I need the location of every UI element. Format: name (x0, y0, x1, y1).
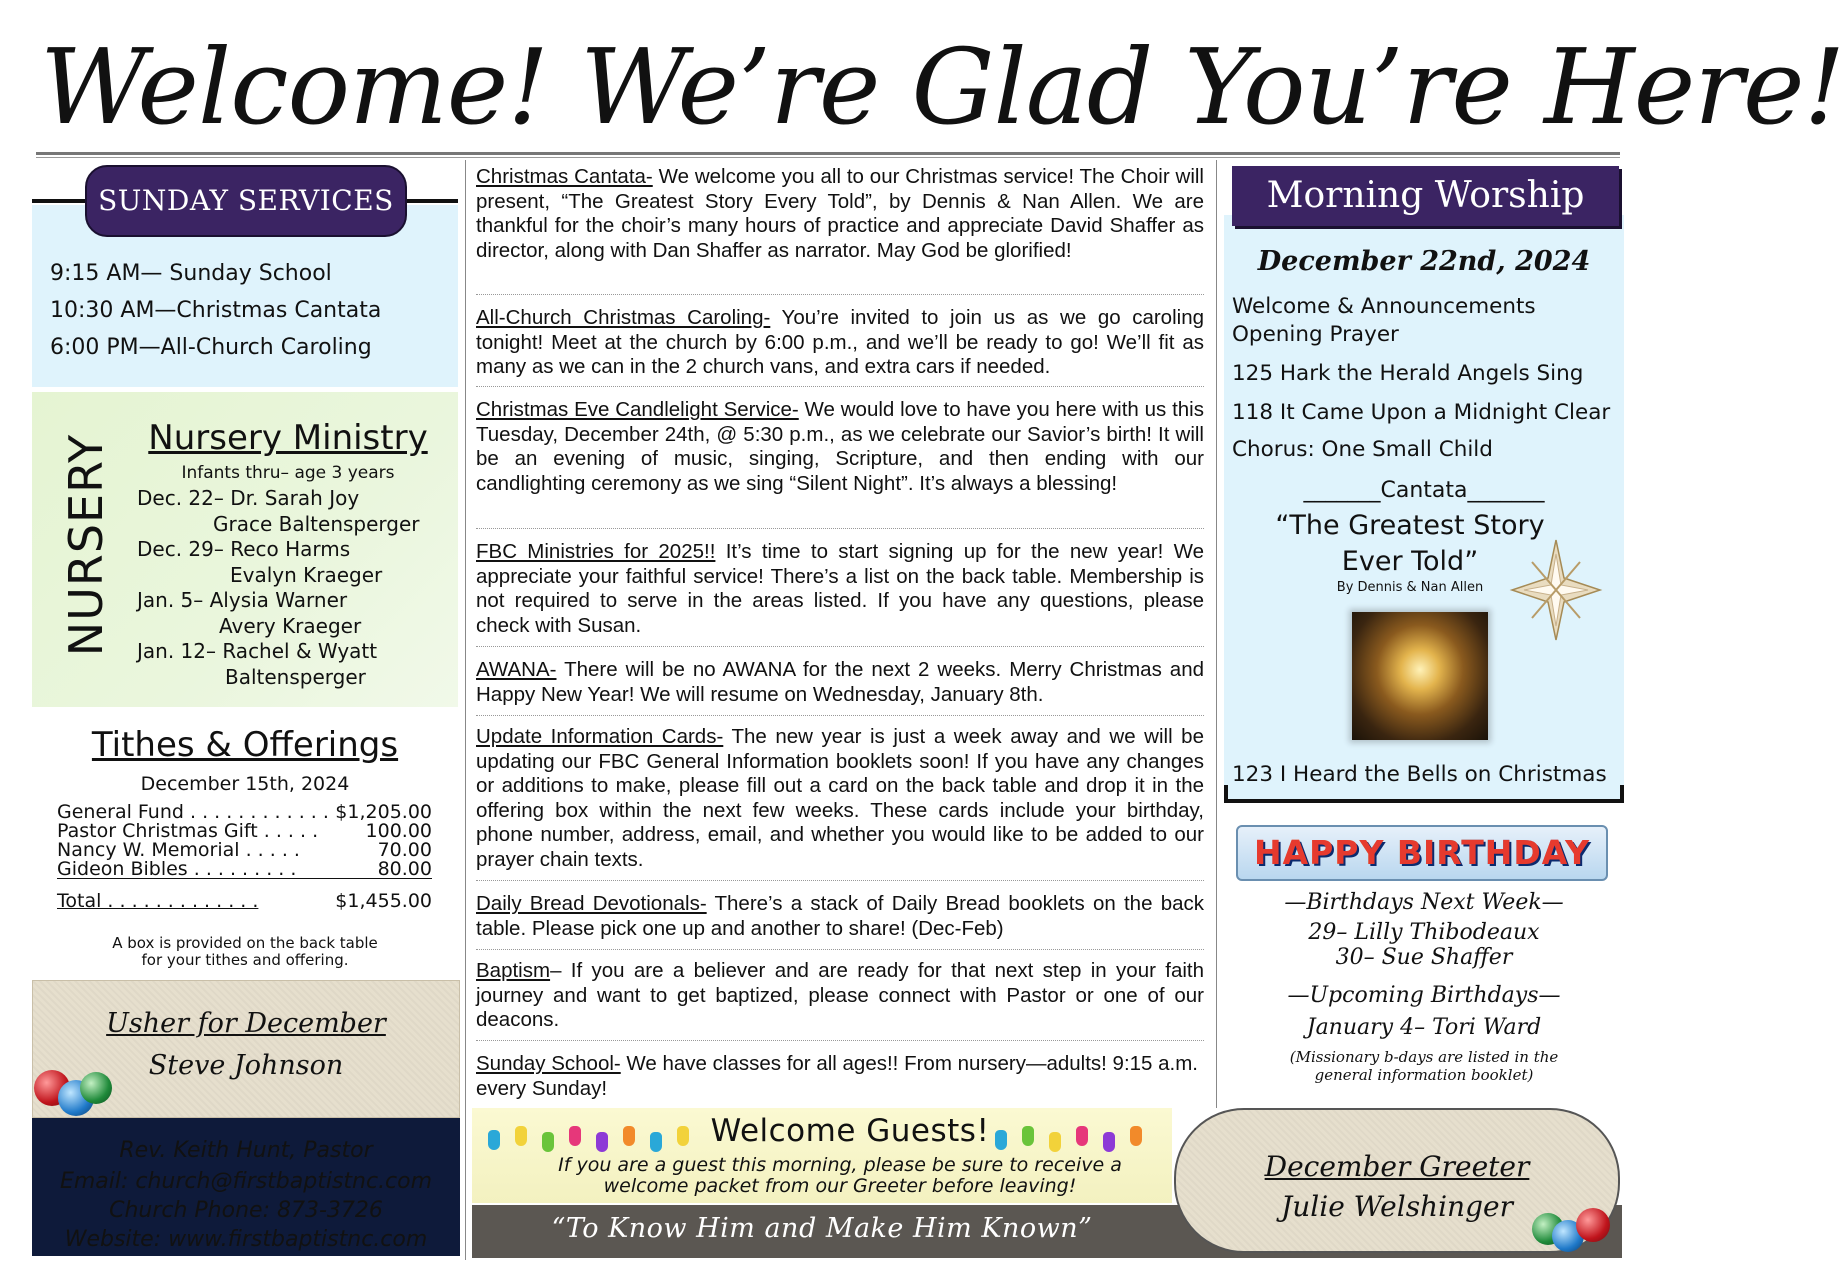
announcement-divider (476, 294, 1204, 295)
light-bulb-icon (650, 1132, 662, 1152)
announcement (476, 892, 1204, 941)
tithe-label: General Fund . . . . . . . . . . . . (57, 801, 329, 823)
announcement-body: There’s a stack of Daily Bread booklets on the back table. Please pick one up and another to share! (Dec-Feb) (476, 892, 1205, 940)
light-bulb-icon (542, 1132, 554, 1152)
light-bulb-icon (515, 1126, 527, 1146)
nursery-row: Jan. 5– Alysia Warner (137, 588, 348, 612)
tithes-note (40, 935, 450, 969)
guests-text (500, 1155, 1180, 1197)
birthday-note: general information booklet) (1314, 1066, 1534, 1084)
tithe-total-row (57, 891, 432, 911)
birthday-entry: January 4– Tori Ward (1306, 1015, 1542, 1040)
announcement-heading: AWANA- (476, 658, 557, 681)
cantata-label: _______Cantata_______ (1303, 478, 1545, 503)
nursery-row: Evalyn Kraeger (230, 563, 383, 587)
contact-website: Website: www.firstbaptistnc.com (64, 1227, 428, 1252)
light-bulb-icon (569, 1126, 581, 1146)
birthday-entry: 29– Lilly Thibodeaux (1308, 920, 1540, 945)
announcement-divider (476, 880, 1204, 881)
tithes-note-line: for your tithes and offering. (141, 951, 349, 969)
guests-title: Welcome Guests! (710, 1113, 990, 1149)
contact-email: Email: church@firstbaptistnc.com (59, 1169, 433, 1194)
tithe-label: Gideon Bibles . . . . . . . . . (57, 858, 297, 880)
tithe-amount: 100.00 (365, 820, 432, 842)
ornament-icon (1576, 1208, 1610, 1242)
nursery-row: Avery Kraeger (219, 614, 362, 638)
announcement-divider (476, 715, 1204, 716)
tithe-row (57, 859, 432, 879)
birthday-banner-text: HAPPY BIRTHDAY (1254, 827, 1590, 879)
worship-line: 118 It Came Upon a Midnight Clear (1232, 400, 1611, 425)
service-item: 10:30 AM—Christmas Cantata (50, 298, 382, 323)
light-bulb-icon (677, 1126, 689, 1146)
announcement-body: We would love to have you here with us this Tuesday, December 24th, @ 5:30 p.m., as we celebrate our Savior’s birth! It will be an evening of music, singing, Scripture, and then ending with our candlighting ceremony as we sing “Silent Night”. It’s always a blessing! (476, 398, 1204, 495)
guests-text-line: If you are a guest this morning, please be sure to receive a (558, 1154, 1122, 1176)
nursery-row: Baltensperger (225, 665, 366, 689)
nursery-title: Nursery Ministry (148, 418, 428, 458)
light-bulb-icon (1130, 1126, 1142, 1146)
announcement (476, 1052, 1204, 1101)
announcement-divider (476, 386, 1204, 387)
light-bulb-icon (1076, 1126, 1088, 1146)
service-item: 9:15 AM— Sunday School (50, 261, 332, 286)
worship-line: Welcome & Announcements (1232, 294, 1536, 319)
announcement (476, 959, 1204, 1033)
light-bulb-icon (1049, 1132, 1061, 1152)
usher-label: Usher for December (106, 1008, 386, 1039)
announcement-body: The new year is just a week away and we will be updating our FBC General Information booklets soon! If you have any changes or additions to make, please fill out a card on the back table and drop it in the offering box within the next few weeks. These cards include your birthday, phone number, address, email, and whether you would like to be added to our prayer chain texts. (476, 725, 1204, 871)
tithe-total-amount: $1,455.00 (335, 890, 432, 912)
announcement-body: We have classes for all ages!! From nursery—adults! 9:15 a.m. every Sunday! (476, 1052, 1199, 1100)
tithe-row (57, 802, 432, 822)
nursery-vertical-label: NURSERY (59, 433, 113, 657)
worship-bracket (1224, 785, 1624, 803)
announcement-body: There will be no AWANA for the next 2 weeks. Merry Christmas and Happy New Year! We will resume on Wednesday, January 8th. (476, 658, 1204, 706)
page-title: Welcome! We’re Glad You’re Here! (40, 26, 1844, 148)
announcement-divider (476, 1040, 1204, 1041)
announcement (476, 725, 1204, 872)
greeter-label: December Greeter (1264, 1150, 1530, 1183)
tithe-label: Nancy W. Memorial . . . . . (57, 839, 300, 861)
nursery-row: Jan. 12– Rachel & Wyatt (137, 639, 378, 663)
birthday-banner (1236, 825, 1608, 881)
column-divider-right (1216, 160, 1217, 1108)
announcement (476, 165, 1204, 263)
column-divider-left (465, 160, 466, 1260)
announcement (476, 658, 1204, 707)
announcement-divider (476, 949, 1204, 950)
contact-phone: Church Phone: 873-3726 (109, 1198, 383, 1223)
announcement (476, 540, 1204, 638)
announcement (476, 306, 1204, 380)
cantata-title-line: “The Greatest Story (1275, 510, 1545, 541)
announcement (476, 398, 1204, 496)
ornament-icon (80, 1072, 112, 1104)
light-bulb-icon (1103, 1132, 1115, 1152)
birthdays-next-week-label: —Birthdays Next Week— (1284, 890, 1564, 915)
announcement-heading: Baptism (476, 959, 551, 982)
tithes-title: Tithes & Offerings (91, 725, 399, 765)
announcement-body: – If you are a believer and are ready for that next step in your faith journey and want to get baptized, please connect with Pastor or one of our deacons. (476, 959, 1204, 1031)
cantata-author: By Dennis & Nan Allen (1336, 580, 1484, 595)
worship-date: December 22nd, 2024 (1257, 246, 1591, 277)
light-bulb-icon (1022, 1126, 1034, 1146)
light-bulb-icon (623, 1126, 635, 1146)
tithes-note-line: A box is provided on the back table (112, 934, 378, 952)
worship-line: Chorus: One Small Child (1232, 437, 1493, 462)
announcement-divider (476, 528, 1204, 529)
pastor-name: Rev. Keith Hunt, Pastor (119, 1138, 373, 1163)
closing-hymn: 123 I Heard the Bells on Christmas (1232, 762, 1607, 787)
nursery-subtitle: Infants thru– age 3 years (181, 463, 395, 483)
announcement-heading: All-Church Christmas Caroling- (476, 306, 771, 329)
worship-header: Morning Worship (1232, 166, 1619, 226)
announcement-divider (476, 646, 1204, 647)
guests-text-line: welcome packet from our Greeter before leaving! (603, 1175, 1077, 1197)
tithes-date: December 15th, 2024 (140, 773, 350, 795)
services-badge: SUNDAY SERVICES (85, 165, 407, 237)
service-item: 6:00 PM—All-Church Caroling (50, 335, 372, 360)
motto: “To Know Him and Make Him Known” (551, 1213, 1093, 1244)
birthday-entry: 30– Sue Shaffer (1335, 945, 1513, 970)
tithe-total-label: Total . . . . . . . . . . . . . (57, 890, 259, 912)
announcement-body: We welcome you all to our Christmas service! The Choir will present, “The Greatest Story Every Told”, by Dennis & Nan Allen. We are thankful for the choir’s many hours of practice and appreciate David Shaffer as director, along with Dan Shaffer as narrator. May God be glorified! (476, 165, 1204, 262)
announcement-heading: Christmas Cantata- (476, 165, 653, 188)
tithe-amount: 70.00 (377, 839, 432, 861)
cantata-title-line: Ever Told” (1341, 546, 1479, 577)
tithe-label: Pastor Christmas Gift . . . . . (57, 820, 319, 842)
services-list (50, 255, 450, 366)
greeter-name: Julie Welshinger (1281, 1190, 1513, 1223)
announcement-heading: Christmas Eve Candlelight Service- (476, 398, 799, 421)
birthday-note: (Missionary b-days are listed in the (1289, 1048, 1559, 1066)
announcement-heading: Daily Bread Devotionals- (476, 892, 707, 915)
tithe-row (57, 840, 432, 860)
upcoming-birthdays-label: —Upcoming Birthdays— (1287, 983, 1561, 1008)
announcement-body: You’re invited to join us as we go caroling tonight! Meet at the church by 6:00 p.m., and we’ll be ready to go! We’ll fit as many as we can in the 2 church vans, and extra cars if needed. (476, 306, 1204, 378)
nursery-row: Dec. 22– Dr. Sarah Joy (137, 486, 360, 510)
tithe-row (57, 821, 432, 841)
star-icon (1512, 540, 1600, 640)
manger-image (1352, 612, 1488, 740)
title-divider (36, 152, 1620, 158)
worship-line: 125 Hark the Herald Angels Sing (1232, 361, 1584, 386)
announcement-heading: Update Information Cards- (476, 725, 724, 748)
announcement-heading: Sunday School- (476, 1052, 621, 1075)
light-bulb-icon (488, 1130, 500, 1150)
announcement-heading: FBC Ministries for 2025!! (476, 540, 716, 563)
tithe-amount: $1,205.00 (335, 801, 432, 823)
tithe-amount: 80.00 (377, 858, 432, 880)
usher-name: Steve Johnson (148, 1050, 344, 1081)
worship-line: Opening Prayer (1232, 322, 1399, 347)
nursery-row: Grace Baltensperger (213, 512, 420, 536)
announcement-body: It’s time to start signing up for the new year! We appreciate your faithful service! There’s a list on the back table. Membership is not required to serve in the areas listed. If you have any questions, please check with Susan. (476, 540, 1205, 637)
nursery-row: Dec. 29– Reco Harms (137, 537, 351, 561)
light-bulb-icon (596, 1132, 608, 1152)
